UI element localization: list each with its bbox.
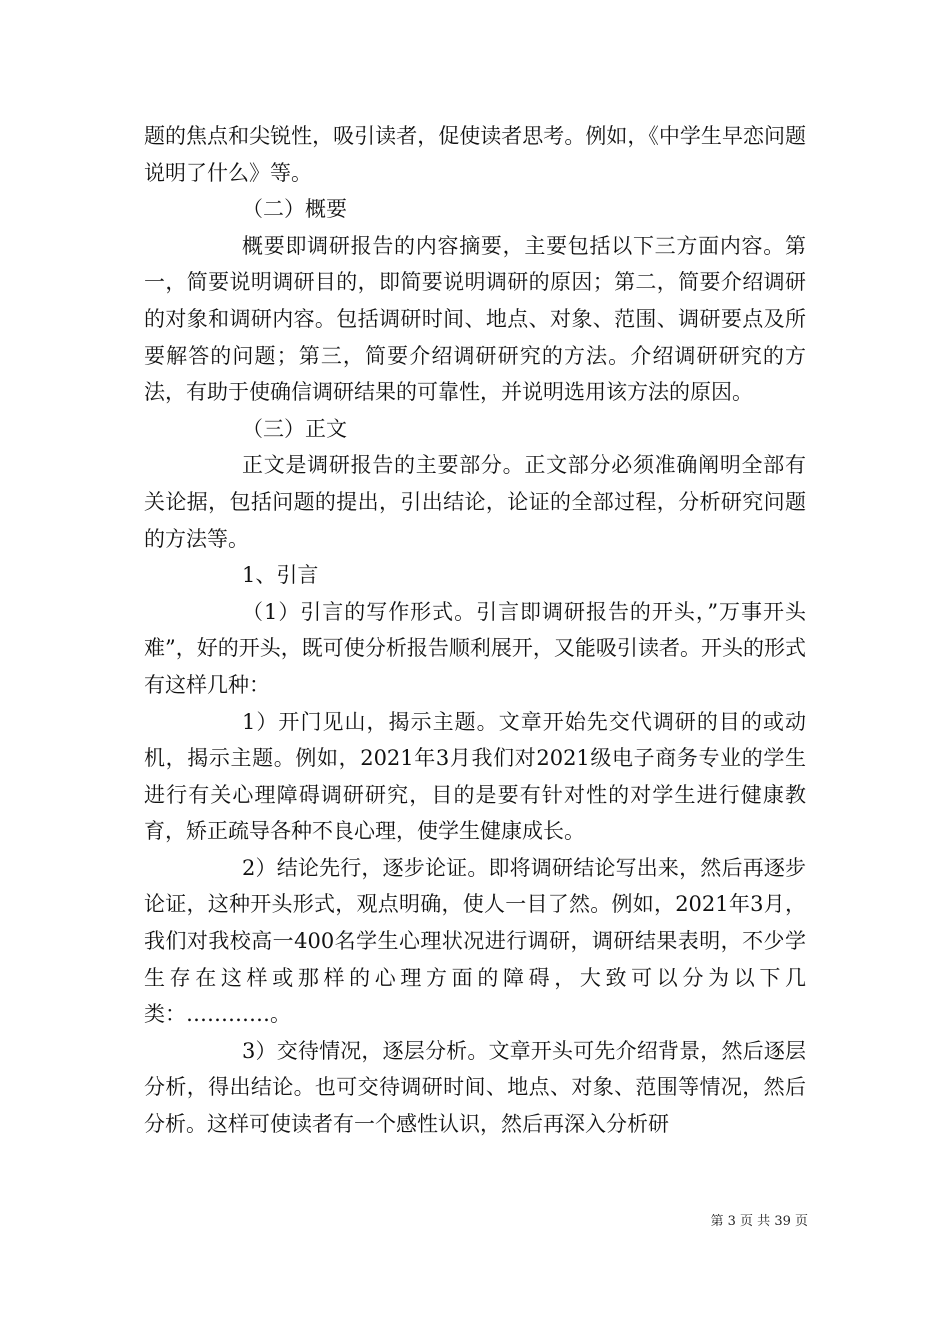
paragraph-1: 题的焦点和尖锐性，吸引读者，促使读者思考。例如，《中学生早恋问题说明了什么》等。: [144, 124, 806, 185]
section-heading-introduction: 1、引言: [242, 563, 319, 588]
page-number-footer: 第 3 页 共 39 页: [710, 1214, 808, 1229]
paragraph-intro-2: 2）结论先行，逐步论证。即将调研结论写出来，然后再逐步论证，这种开头形式，观点明确，使人一目了然。例如，2021年3月，我们对我校高一400名学生心理状况进行调研，调研结果表明，不少学生存在这样或那样的心理方面的障碍，大致可以分为以下几类：…………。: [144, 855, 806, 1027]
paragraph-intro-1: 1）开门见山，揭示主题。文章开始先交代调研的目的或动机，揭示主题。例如，2021年3月我们对2021级电子商务专业的学生进行有关心理障碍调研研究，目的是要有针对性的对学生进行健康教育，矫正疏导各种不良心理，使学生健康成长。: [144, 709, 806, 844]
section-heading-body: （三）正文: [242, 416, 347, 441]
paragraph-body: 正文是调研报告的主要部分。正文部分必须准确阐明全部有关论据，包括问题的提出，引出结论，论证的全部过程，分析研究问题的方法等。: [144, 453, 806, 551]
paragraph-intro-3: 3）交待情况，逐层分析。文章开头可先介绍背景，然后逐层分析，得出结论。也可交待调研时间、地点、对象、范围等情况，然后分析。这样可使读者有一个感性认识，然后再深入分析研: [144, 1038, 806, 1137]
document-body: [144, 118, 806, 1143]
section-heading-summary: （二）概要: [242, 197, 347, 222]
paragraph-summary: 概要即调研报告的内容摘要，主要包括以下三方面内容。第一，简要说明调研目的，即简要说明调研的原因；第二，简要介绍调研的对象和调研内容。包括调研时间、地点、对象、范围、调研要点及所要解答的问题；第三，简要介绍调研研究的方法。介绍调研研究的方法，有助于使确信调研结果的可靠性，并说明选用该方法的原因。: [144, 233, 806, 405]
paragraph-intro-form: （1）引言的写作形式。引言即调研报告的开头，”万事开头难”，好的开头，既可使分析报告顺利展开，又能吸引读者。开头的形式有这样几种：: [144, 599, 806, 697]
